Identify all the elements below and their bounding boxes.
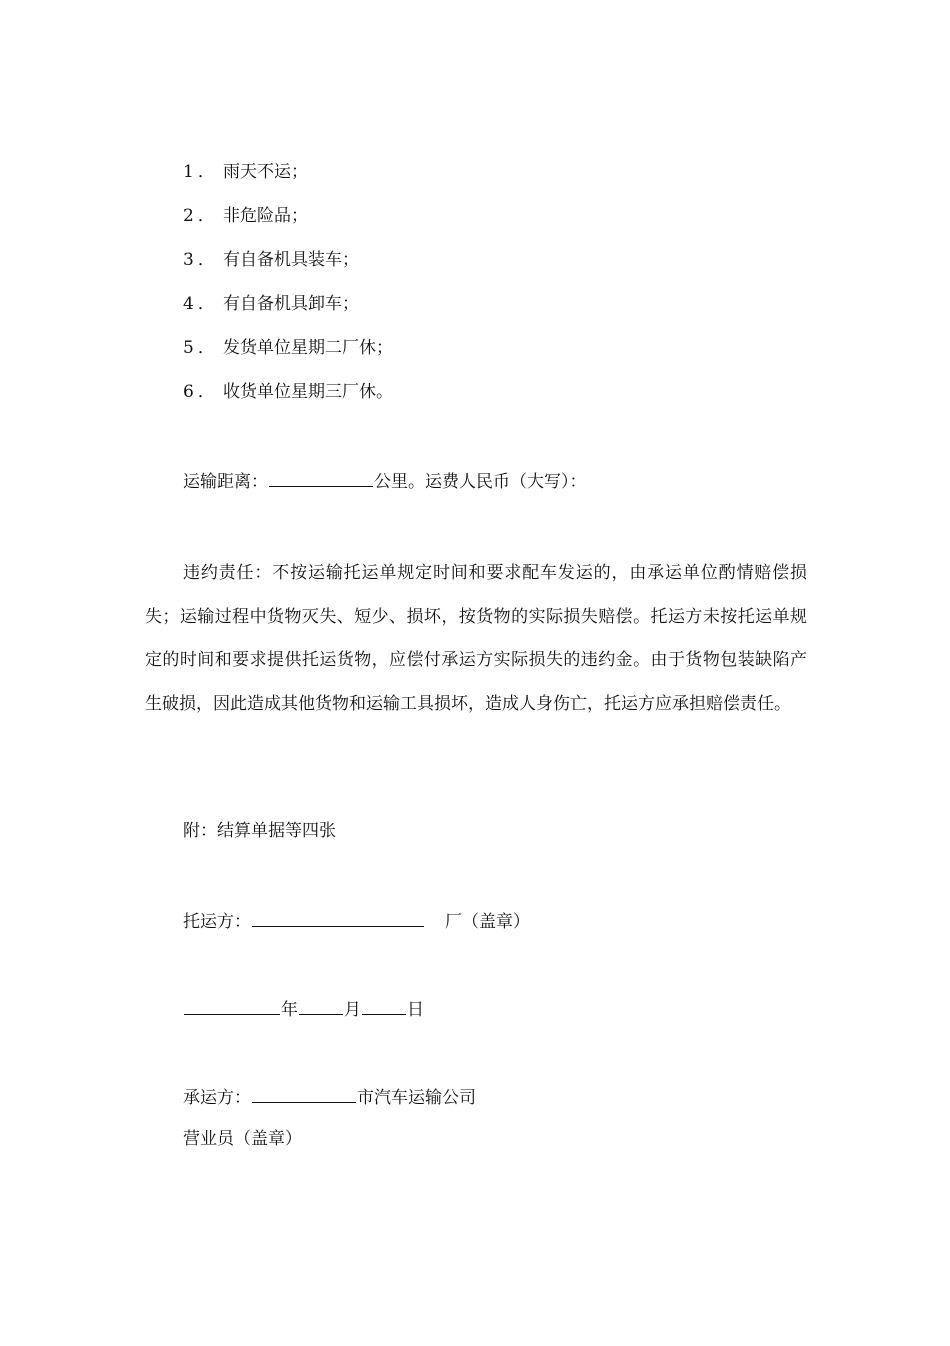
liability-paragraph: 违约责任：不按运输托运单规定时间和要求配车发运的，由承运单位酌情赔偿损失；运输过程中货物灭失、短少、损坏，按货物的实际损失赔偿。托运方未按托运单规定的时间和要求提供托运货物，应偿付承运方实际损失的违约金。由于货物包装缺陷产生破损，因此造成其他货物和运输工具损坏，造成人身伤亡，托运方应承担赔偿责任。 <box>145 563 807 714</box>
month-label: 月 <box>344 1000 361 1020</box>
carrier-suffix: 市汽车运输公司 <box>357 1088 476 1108</box>
condition-text: 有自备机具卸车； <box>223 294 359 314</box>
condition-item <box>183 161 308 183</box>
date-line <box>183 996 424 1021</box>
condition-item <box>183 381 393 403</box>
distance-label: 运输距离： <box>183 472 268 492</box>
salesperson-line: 营业员（盖章） <box>183 1129 302 1149</box>
attachment-line: 附：结算单据等四张 <box>183 821 336 841</box>
condition-item <box>183 337 393 359</box>
shipper-blank[interactable] <box>252 908 424 927</box>
distance-unit-text: 公里。运费人民币（大写）： <box>374 472 587 492</box>
condition-number: 6． <box>183 382 219 402</box>
shipper-suffix: 厂（盖章） <box>445 912 530 932</box>
carrier-line <box>183 1084 476 1109</box>
condition-number: 1． <box>183 162 219 182</box>
condition-text: 雨天不运； <box>223 162 308 182</box>
carrier-blank[interactable] <box>252 1084 356 1103</box>
condition-item <box>183 249 359 271</box>
condition-item <box>183 205 308 227</box>
shipper-line <box>183 908 530 933</box>
distance-line <box>183 468 587 493</box>
day-blank[interactable] <box>362 996 406 1015</box>
distance-blank[interactable] <box>269 468 373 487</box>
carrier-label: 承运方： <box>183 1088 251 1108</box>
condition-item <box>183 293 359 315</box>
condition-number: 3． <box>183 250 219 270</box>
day-label: 日 <box>407 1000 424 1020</box>
year-blank[interactable] <box>184 996 280 1015</box>
shipper-label: 托运方： <box>183 912 251 932</box>
year-label: 年 <box>281 1000 298 1020</box>
condition-text: 非危险品； <box>223 206 308 226</box>
condition-number: 2． <box>183 206 219 226</box>
condition-text: 发货单位星期二厂休； <box>223 338 393 358</box>
condition-text: 收货单位星期三厂休。 <box>223 382 393 402</box>
month-blank[interactable] <box>299 996 343 1015</box>
condition-number: 4． <box>183 294 219 314</box>
condition-text: 有自备机具装车； <box>223 250 359 270</box>
condition-number: 5． <box>183 338 219 358</box>
